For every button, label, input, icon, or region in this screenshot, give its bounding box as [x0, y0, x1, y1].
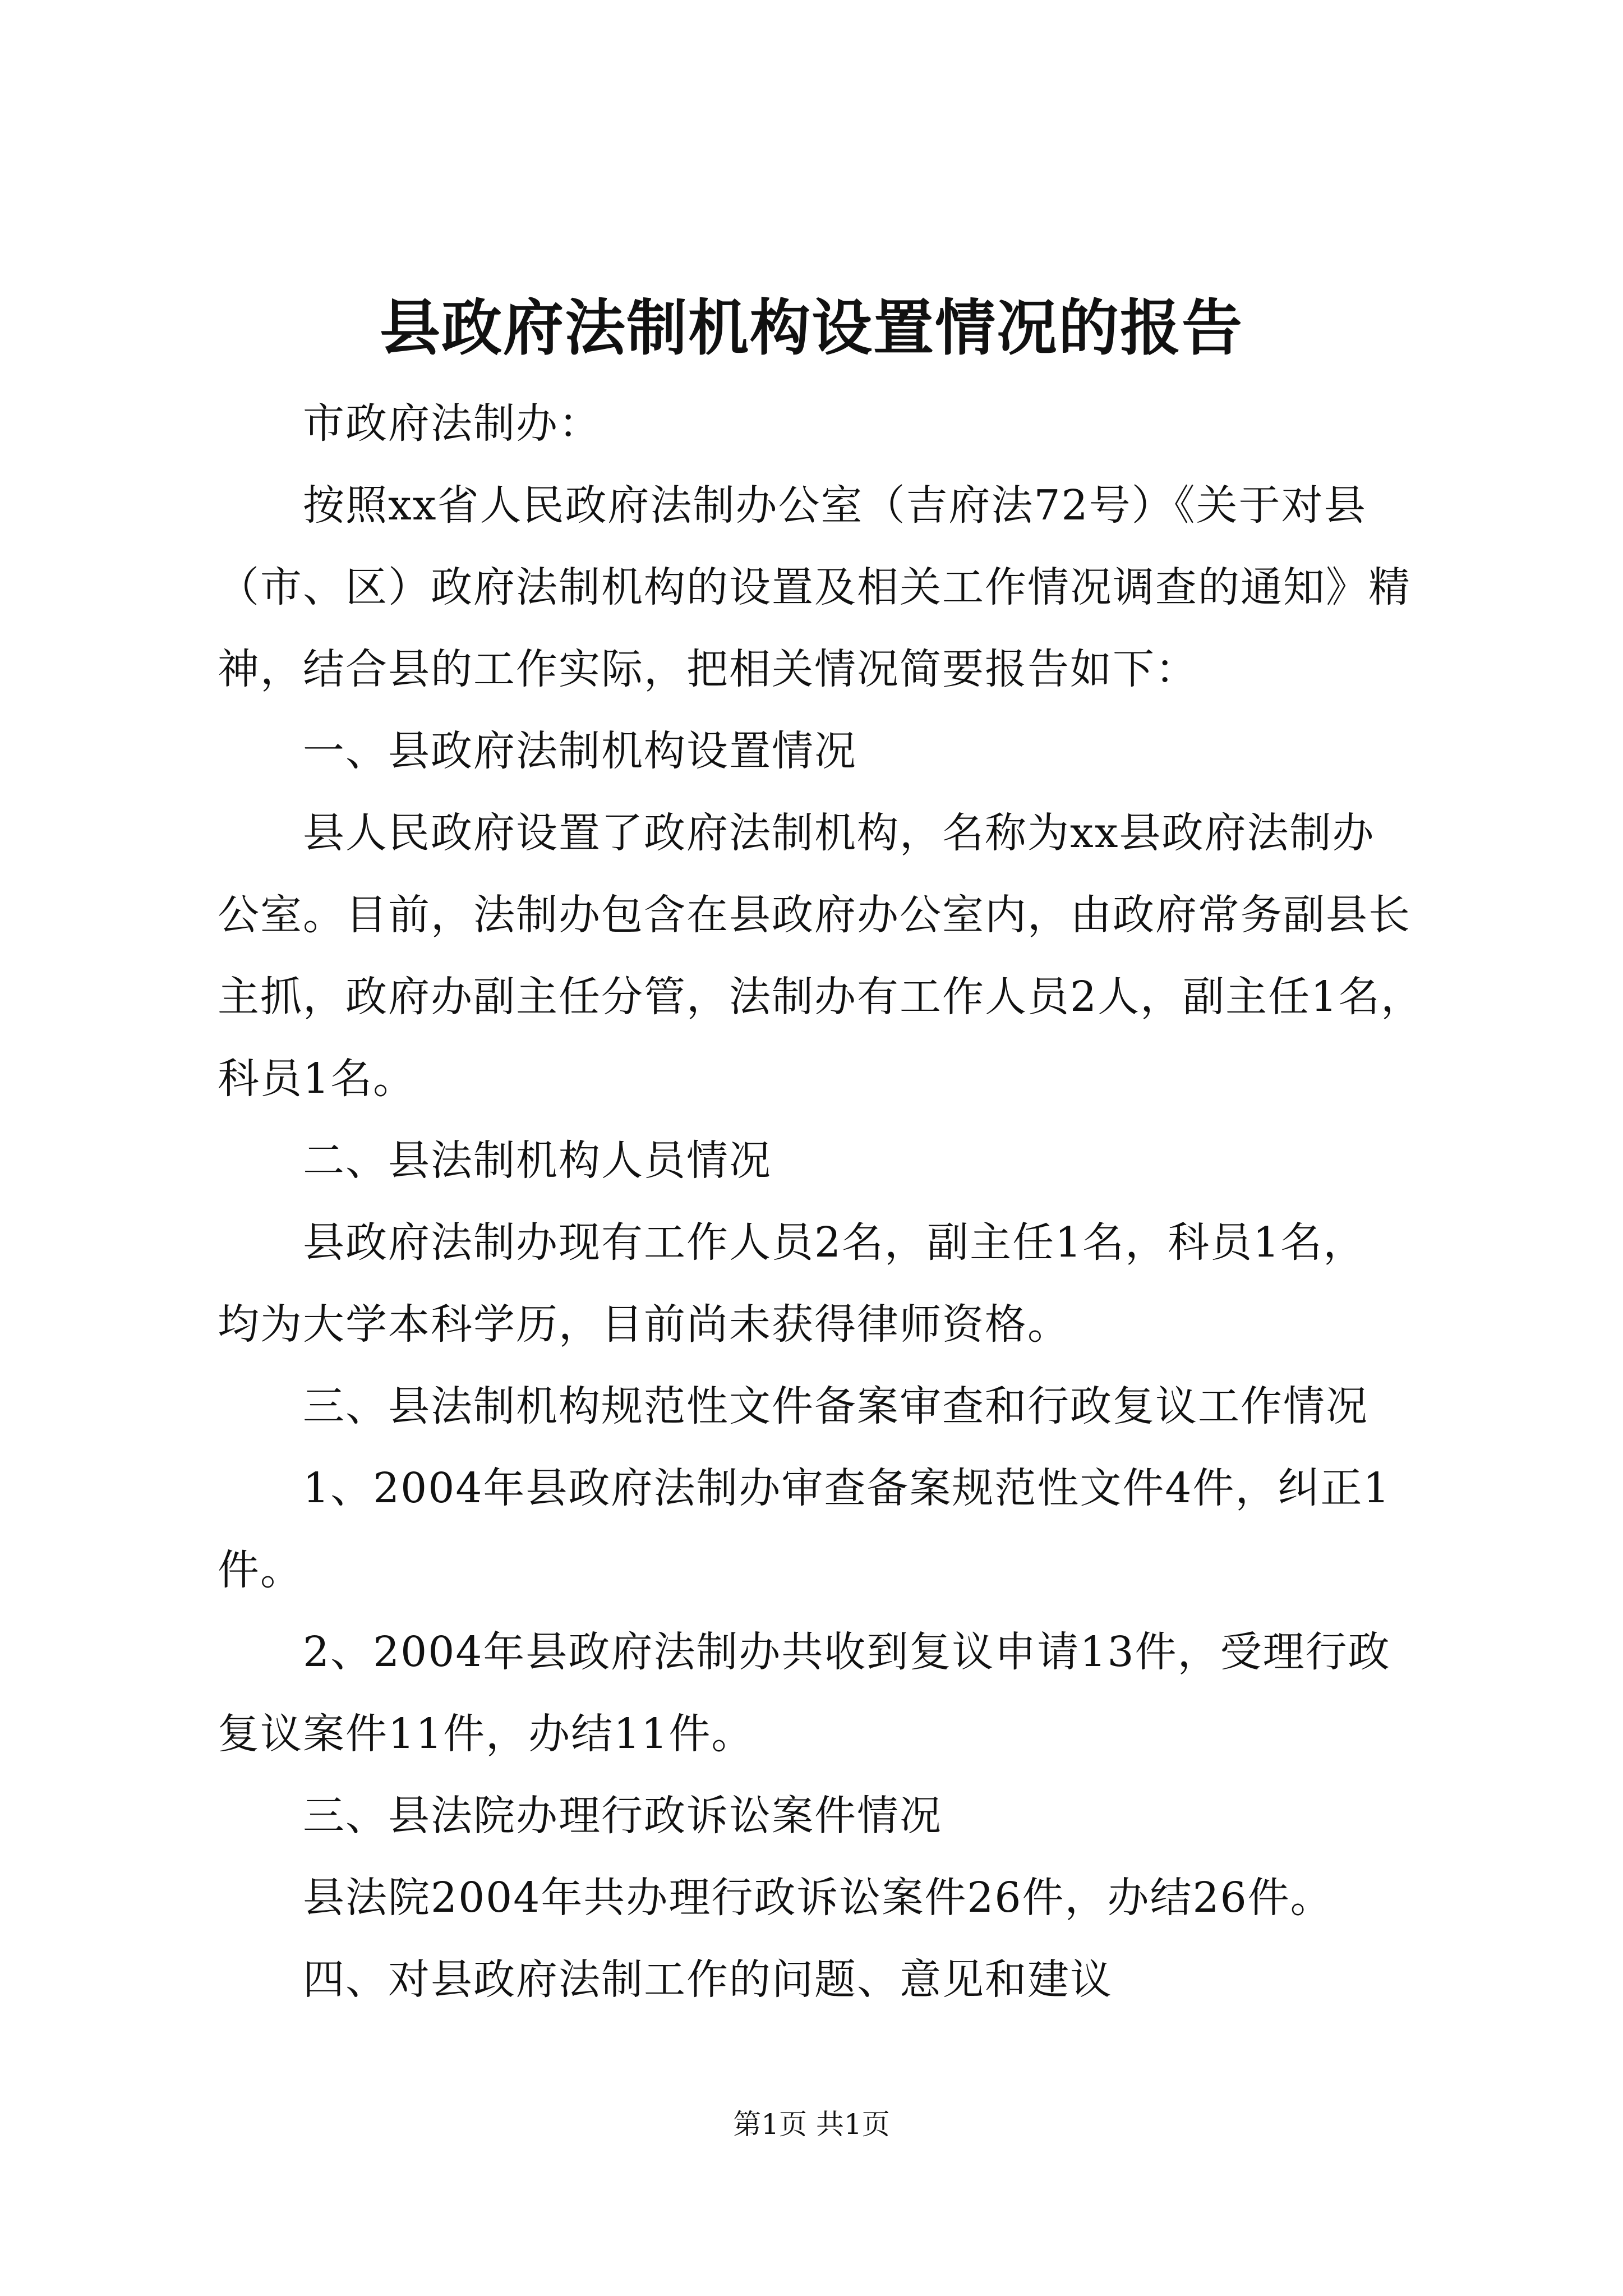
- line-2: 按照xx省人民政府法制办公室（吉府法72号）《关于对县: [303, 481, 1367, 530]
- line-1: 市政府法制办：: [303, 399, 601, 448]
- line-9: 科员1名。: [218, 1055, 416, 1103]
- line-13: 三、县法制机构规范性文件备案审查和行政复议工作情况: [303, 1382, 1368, 1430]
- line-6: 县人民政府设置了政府法制机构，名称为xx县政府法制办: [303, 809, 1375, 857]
- document-body: [218, 383, 1468, 2021]
- line-16: 2、2004年县政府法制办共收到复议申请13件，受理行政: [303, 1628, 1391, 1676]
- document-title: 县政府法制机构设置情况的报告: [379, 293, 1243, 364]
- line-4: 神，结合县的工作实际，把相关情况简要报告如下：: [218, 645, 1198, 693]
- line-7: 公室。目前，法制办包含在县政府办公室内，由政府常务副县长: [218, 891, 1411, 939]
- line-10: 二、县法制机构人员情况: [303, 1137, 772, 1185]
- line-8: 主抓，政府办副主任分管，法制办有工作人员2人，副主任1名，: [218, 973, 1424, 1021]
- line-12: 均为大学本科学历，目前尚未获得律师资格。: [218, 1300, 1070, 1349]
- line-3: （市、区）政府法制机构的设置及相关工作情况调查的通知》精: [218, 563, 1411, 611]
- line-5: 一、县政府法制机构设置情况: [303, 727, 857, 775]
- line-15: 件。: [218, 1546, 303, 1594]
- line-14: 1、2004年县政府法制办审查备案规范性文件4件，纠正1: [303, 1464, 1391, 1512]
- line-11: 县政府法制办现有工作人员2名，副主任1名，科员1名，: [303, 1218, 1366, 1267]
- page-number-footer: 第1页 共1页: [733, 2108, 890, 2141]
- line-20: 四、对县政府法制工作的问题、意见和建议: [303, 1955, 1113, 2004]
- line-19: 县法院2004年共办理行政诉讼案件26件，办结26件。: [303, 1874, 1333, 1922]
- line-18: 三、县法院办理行政诉讼案件情况: [303, 1792, 942, 1840]
- line-17: 复议案件11件，办结11件。: [218, 1710, 754, 1758]
